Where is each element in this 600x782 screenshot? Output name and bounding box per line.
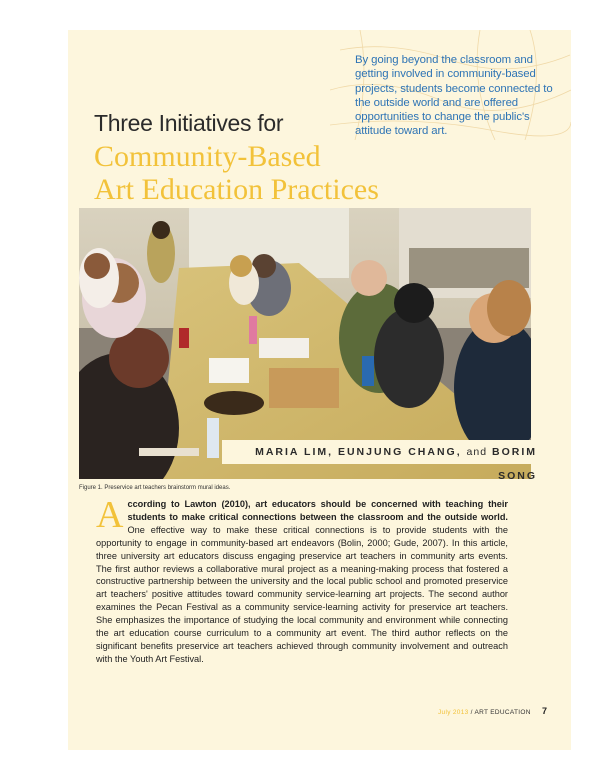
lead-sentence: ccording to Lawton (2010), art educators should be concerned with teaching their students to make critical connections between the classroom and the outside world. bbox=[127, 499, 508, 522]
article-body bbox=[96, 494, 508, 666]
figure-caption: Figure 1. Preservice art teachers brainstorm mural ideas. bbox=[79, 485, 231, 491]
title-line-3: Art Education Practices bbox=[94, 173, 379, 206]
title-lines-2-3 bbox=[94, 140, 379, 206]
title-line-1: Three Initiatives for bbox=[94, 110, 284, 136]
intro-pullquote: By going beyond the classroom and getting involved in community-based projects, students become connected to the outside world and are offered opportunities to change the public's attitude toward art. bbox=[355, 54, 553, 138]
footer-date: July 2013 bbox=[438, 709, 469, 716]
classroom-photo bbox=[79, 208, 531, 479]
authors-a: MARIA LIM, EUNJUNG CHANG, bbox=[255, 446, 462, 458]
body-text: One effective way to make these critical connections is to provide students with the opportunity to engage in community-based art endeavors (Bolin, 2000; Gude, 2007). In this article, three university art educators discuss engaging preservice art teachers in community arts events. The first author reviews a collaborative mural project as a meaning-making process that fostered a constructive partnership between the university and the local public school and promoted preservice art teachers' positive attitudes toward community service-learning art projects. The second author examines the Pecan Festival as a community service-learning activity for preservice art teachers. She emphasizes the importance of studying the local community and environment while connecting the art education course curriculum to a community art event. The third author reflects on the significant benefits preservice art teachers achieved through community involvement and outreach with the Youth Art Festival. bbox=[96, 524, 508, 664]
drop-cap: A bbox=[96, 494, 124, 536]
byline-accent-bar bbox=[547, 440, 571, 464]
author-byline bbox=[222, 440, 547, 482]
authors-b: BORIM SONG bbox=[492, 446, 537, 482]
page-footer bbox=[438, 709, 531, 716]
page-number: 7 bbox=[542, 706, 548, 716]
byline-and: and bbox=[466, 446, 488, 458]
footer-journal: ART EDUCATION bbox=[474, 709, 531, 716]
footer-sep: / bbox=[468, 709, 475, 716]
title-line-2: Community-Based bbox=[94, 140, 321, 173]
